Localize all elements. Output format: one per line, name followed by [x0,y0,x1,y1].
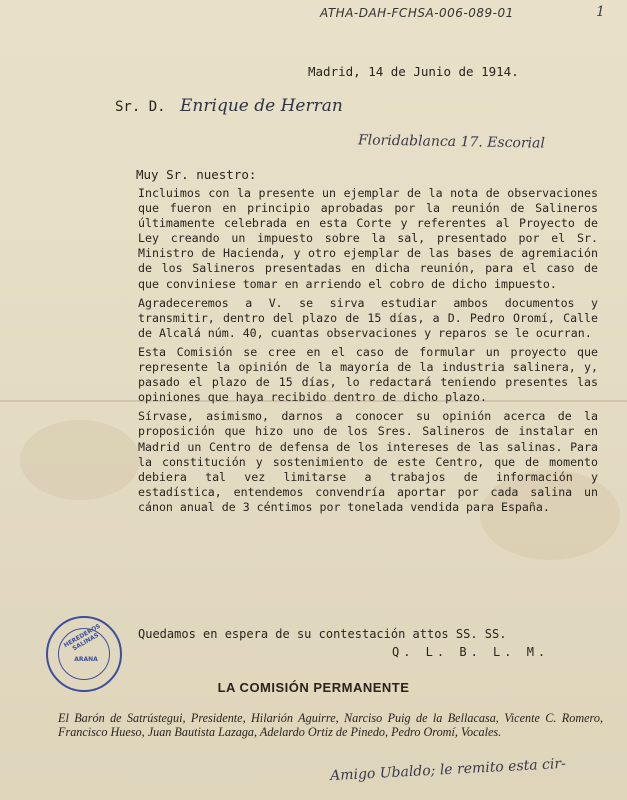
addressee-name: Enrique de Herran [180,96,343,116]
stamp-text-outer: HEREDEROS SALINAS [62,622,102,653]
paper-stain [20,420,140,500]
closing-line: Quedamos en espera de su contestación attos SS. SS. [138,627,507,641]
commission-members: El Barón de Satrústegui, Presidente, Hilarión Aguirre, Narciso Puig de la Bellacasa, Vicente C. Romero, Francisco Hueso, Juan Bautista Lazaga, Adelardo Ortiz de Pinedo, Pedro Oromí, Vocales. [58,711,603,739]
stamp-text-inner: ARANA [74,656,98,663]
addressee [115,96,343,116]
archive-code: ATHA-DAH-FCHSA-006-089-01 [320,6,514,20]
body-paragraph: Esta Comisión se cree en el caso de formular un proyecto que represente la opinión de la mayoría de la industria salinera, y, pasado el plazo de 15 días, lo redactará teniendo presentes las opiniones que haya recibido dentro de dicho plazo. [138,344,598,405]
body-paragraph: Sírvase, asimismo, darnos a conocer su opinión acerca de la proposición que hizo uno de los Sres. Salineros de instalar en Madrid un Centro de defensa de los intereses de las salinas. Para la constitución y sostenimiento de este Centro, que de momento debiera tal vez limitarse a trabajos de información y estadística, entendemos convendría aportar por cada salina un cánon anual de 3 céntimos por tonelada vendida para España. [138,409,598,514]
addressee-street: Floridablanca 17. Escorial [357,132,546,152]
letter-date: Madrid, 14 de Junio de 1914. [308,64,519,79]
closing-initials: Q. L. B. L. M. [392,645,550,659]
addressee-prefix: Sr. D. [115,99,166,115]
body-paragraph: Agradeceremos a V. se sirva estudiar ambos documentos y transmitir, dentro del plazo de 15 días, a D. Pedro Oromí, Calle de Alcalá núm. 40, cuantas observaciones y reparos se le ocurran. [138,295,598,340]
salutation: Muy Sr. nuestro: [136,167,257,182]
page-number: 1 [596,4,605,20]
handwritten-note: Amigo Ubaldo; le remito esta cir- [329,755,567,785]
letter-body [138,186,598,519]
body-paragraph: Incluimos con la presente un ejemplar de la nota de observaciones que fueron en principio aprobadas por la reunión de Salineros últimamente celebrada en esta Corte y referentes al Proyecto de Ley creando un impuesto sobre la sal, presentado por el Sr. Ministro de Hacienda, y otro ejemplar de las bases de agremiación de los Salineros presentadas en dicha reunión, para el caso de que conviniese tomar en arriendo el cobro de dicho impuesto. [138,186,598,291]
commission-title: LA COMISIÓN PERMANENTE [217,680,410,695]
